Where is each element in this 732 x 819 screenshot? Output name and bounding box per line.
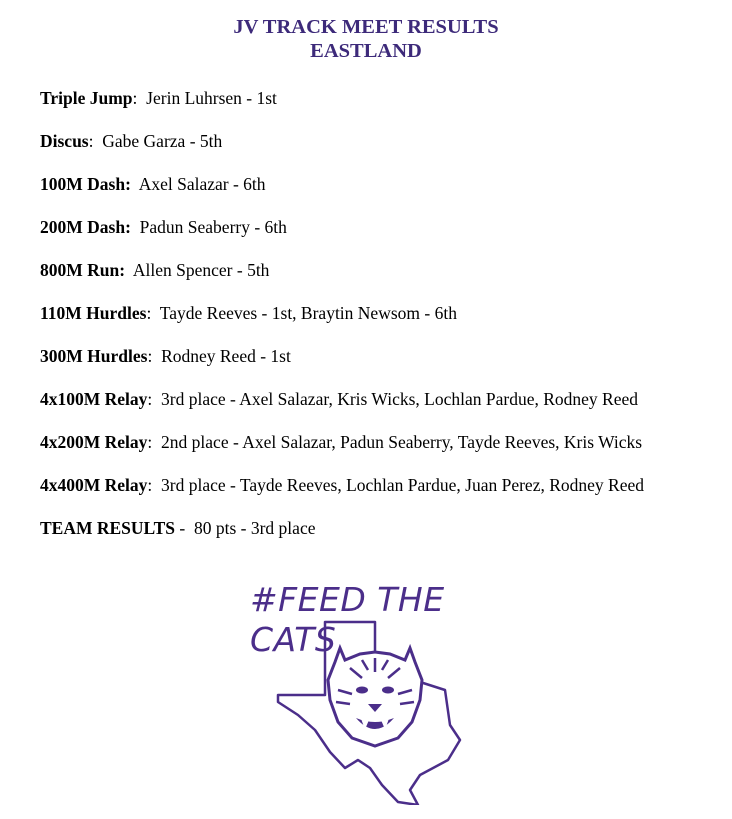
event-separator: : bbox=[147, 346, 162, 366]
page-title: JV TRACK MEET RESULTS bbox=[233, 16, 499, 38]
event-label: 4x200M Relay bbox=[40, 432, 148, 452]
event-label: 100M Dash: bbox=[40, 174, 131, 194]
logo-slogan: #FEED THE CATS bbox=[250, 580, 445, 659]
result-row bbox=[40, 259, 720, 302]
event-result: 2nd place - Axel Salazar, Padun Seaberry, Tayde Reeves, Kris Wicks bbox=[161, 432, 643, 452]
event-label: 200M Dash: bbox=[40, 217, 131, 237]
event-result: Allen Spencer - 5th bbox=[132, 260, 270, 280]
event-separator bbox=[131, 217, 140, 237]
event-result: Rodney Reed - 1st bbox=[161, 346, 291, 366]
result-row bbox=[40, 87, 720, 130]
event-label: Triple Jump bbox=[40, 88, 133, 108]
feed-the-cats-logo bbox=[250, 580, 510, 810]
event-label: TEAM RESULTS bbox=[40, 518, 176, 538]
event-separator: - bbox=[175, 518, 194, 538]
event-separator bbox=[131, 174, 139, 194]
event-result: Jerin Luhrsen - 1st bbox=[146, 88, 277, 108]
event-separator: : bbox=[147, 389, 162, 409]
event-label: Discus bbox=[40, 131, 89, 151]
event-separator: : bbox=[146, 303, 160, 323]
event-separator: : bbox=[88, 131, 103, 151]
event-separator: : bbox=[132, 88, 147, 108]
result-row bbox=[40, 130, 720, 173]
event-result: 3rd place - Axel Salazar, Kris Wicks, Lochlan Pardue, Rodney Reed bbox=[161, 389, 638, 409]
event-label: 4x400M Relay bbox=[40, 475, 148, 495]
event-separator bbox=[125, 260, 133, 280]
event-result: Padun Seaberry - 6th bbox=[139, 217, 287, 237]
event-result: 80 pts - 3rd place bbox=[193, 518, 316, 538]
result-row bbox=[40, 388, 720, 431]
event-separator: : bbox=[147, 475, 162, 495]
result-row bbox=[40, 216, 720, 259]
event-label: 110M Hurdles bbox=[40, 303, 147, 323]
event-label: 300M Hurdles bbox=[40, 346, 148, 366]
result-row bbox=[40, 474, 720, 517]
results-list bbox=[40, 87, 720, 560]
event-separator: : bbox=[147, 432, 162, 452]
event-result: Tayde Reeves - 1st, Braytin Newsom - 6th bbox=[159, 303, 457, 323]
header bbox=[0, 15, 732, 63]
event-label: 800M Run: bbox=[40, 260, 126, 280]
event-result: Gabe Garza - 5th bbox=[102, 131, 223, 151]
texas-tiger-icon bbox=[270, 620, 470, 805]
event-result: 3rd place - Tayde Reeves, Lochlan Pardue, Juan Perez, Rodney Reed bbox=[161, 475, 644, 495]
event-result: Axel Salazar - 6th bbox=[138, 174, 266, 194]
result-row bbox=[40, 345, 720, 388]
event-label: 4x100M Relay bbox=[40, 389, 148, 409]
result-row bbox=[40, 173, 720, 216]
result-row bbox=[40, 302, 720, 345]
meet-location: EASTLAND bbox=[310, 40, 422, 62]
team-results-row bbox=[40, 517, 720, 560]
result-row bbox=[40, 431, 720, 474]
